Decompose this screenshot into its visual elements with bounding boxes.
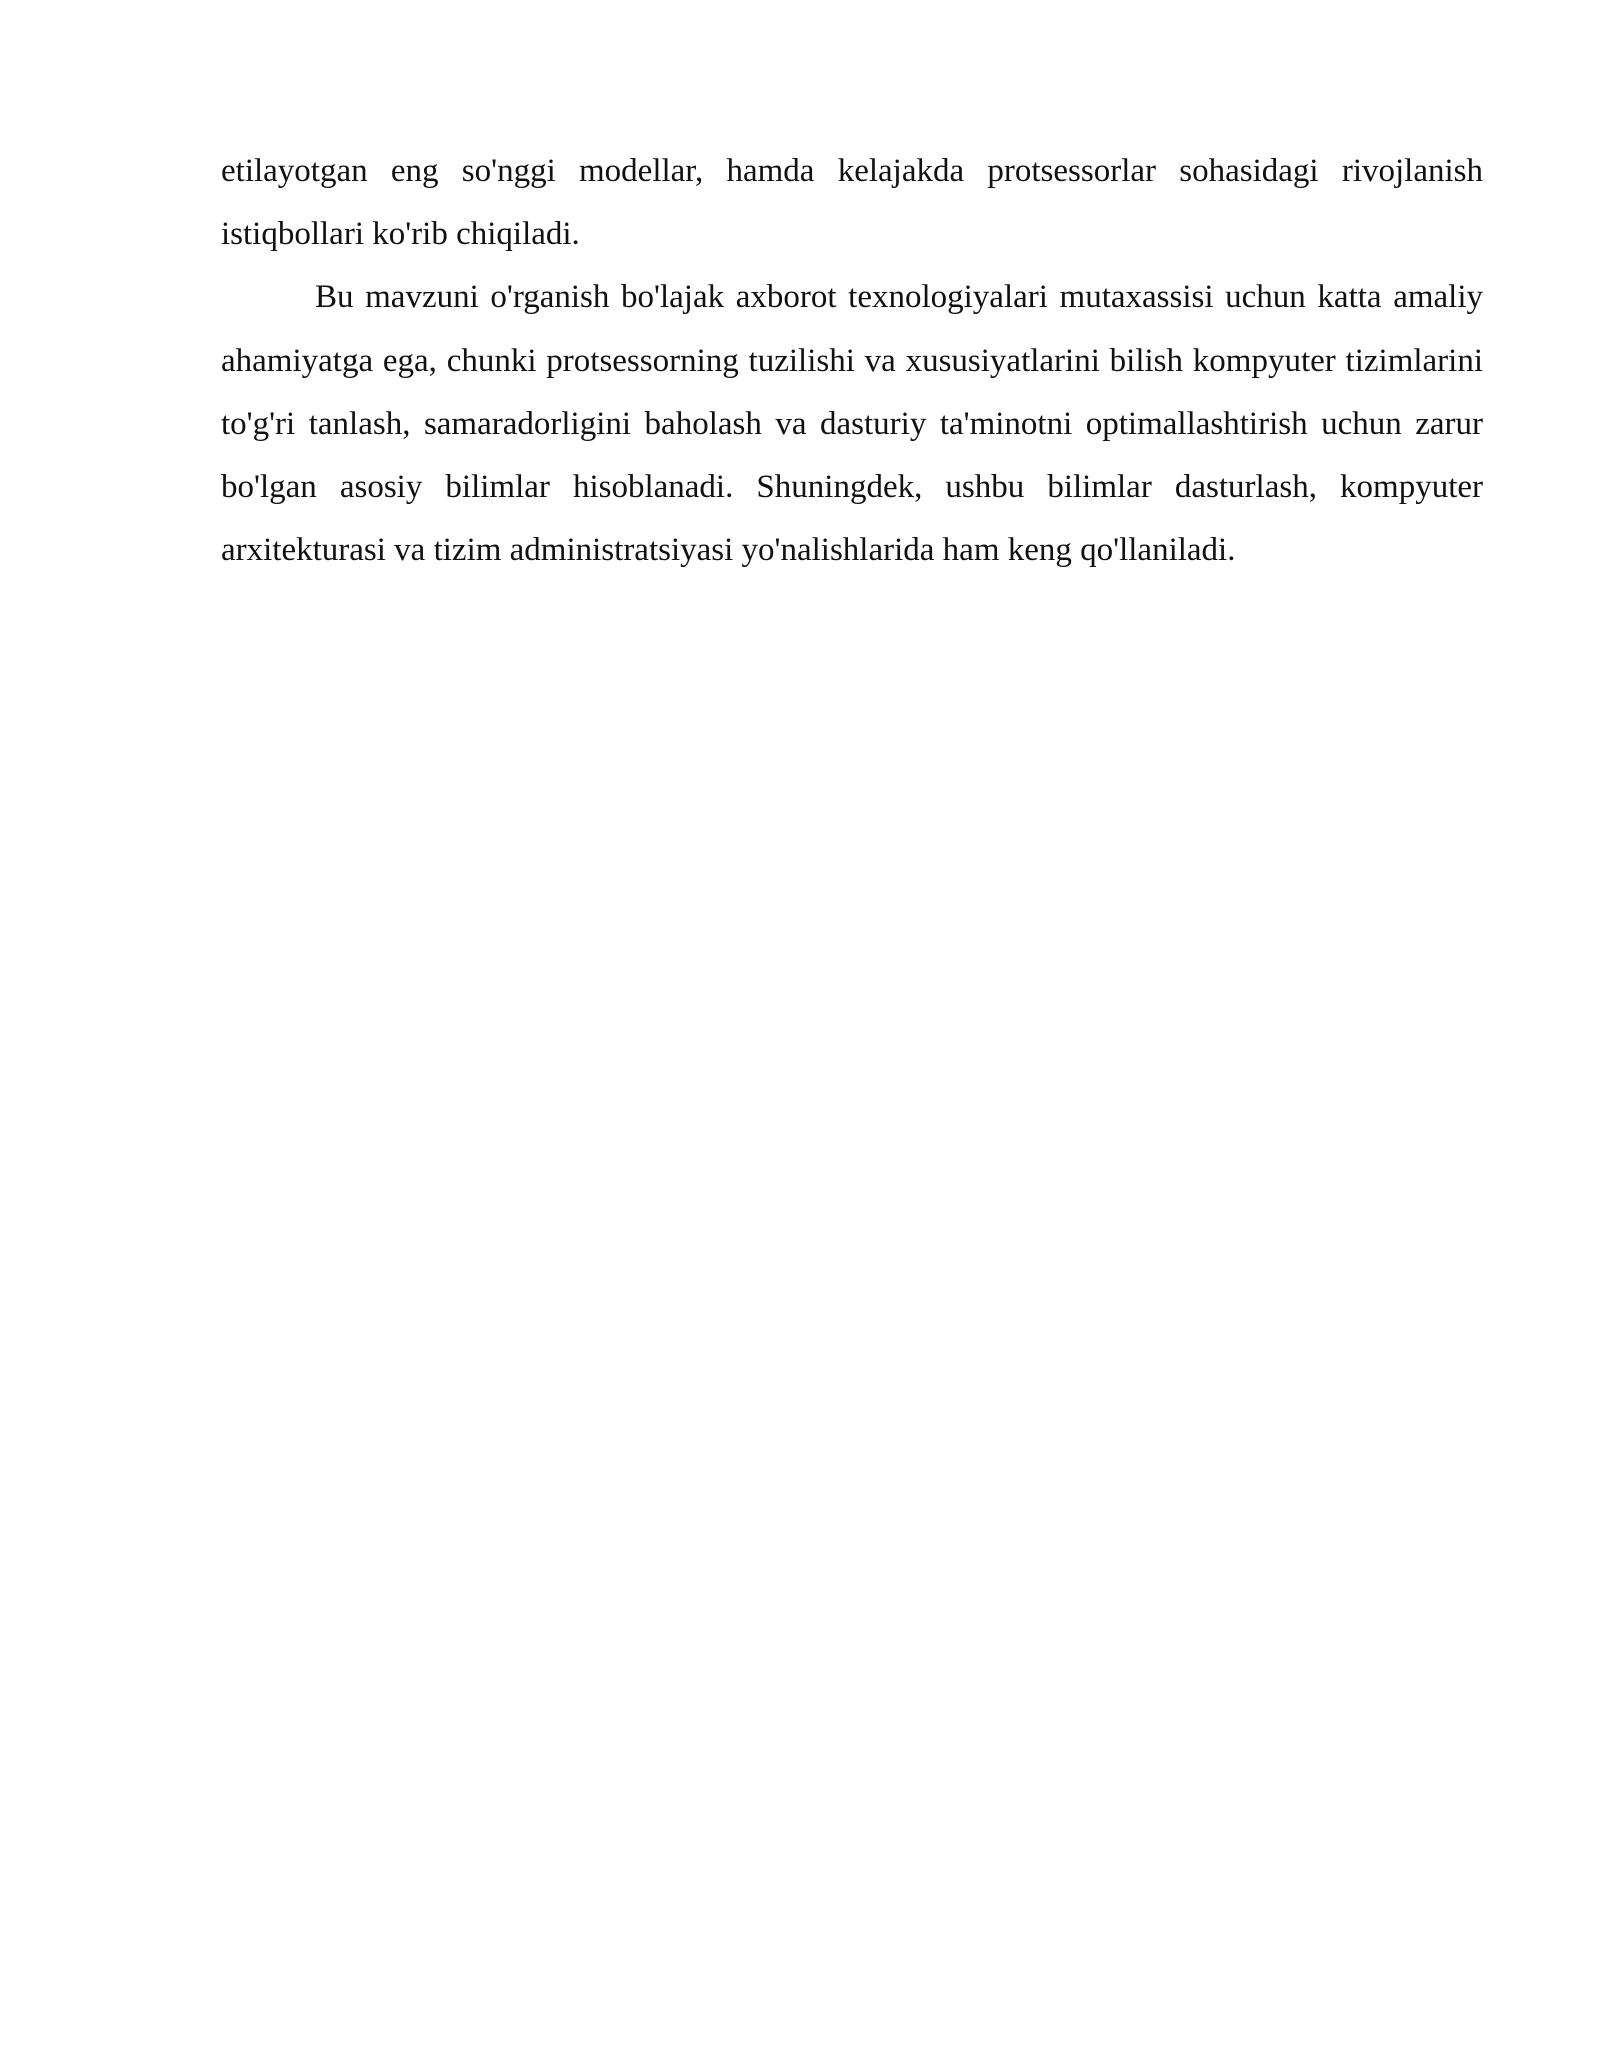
body-text: [221, 140, 1483, 582]
paragraph-continuation: etilayotgan eng so'nggi modellar, hamda kelajakda protsessorlar sohasidagi rivojlanish istiqbollari ko'rib chiqiladi.: [221, 153, 1483, 253]
paragraph-main: Bu mavzuni o'rganish bo'lajak axborot texnologiyalari mutaxassisi uchun katta amaliy ahamiyatga ega, chunki protsessorning tuzilishi va xususiyatlarini bilish kompyuter tizimlarini to'g'ri tanlash, samaradorligini baholash va dasturiy ta'minotni optimallashtirish uchun zarur bo'lgan asosiy bilimlar hisoblanadi. Shuningdek, ushbu bilimlar dasturlash, kompyuter arxitekturasi va tizim administratsiyasi yo'nalishlarida ham keng qo'llaniladi.: [221, 279, 1483, 569]
